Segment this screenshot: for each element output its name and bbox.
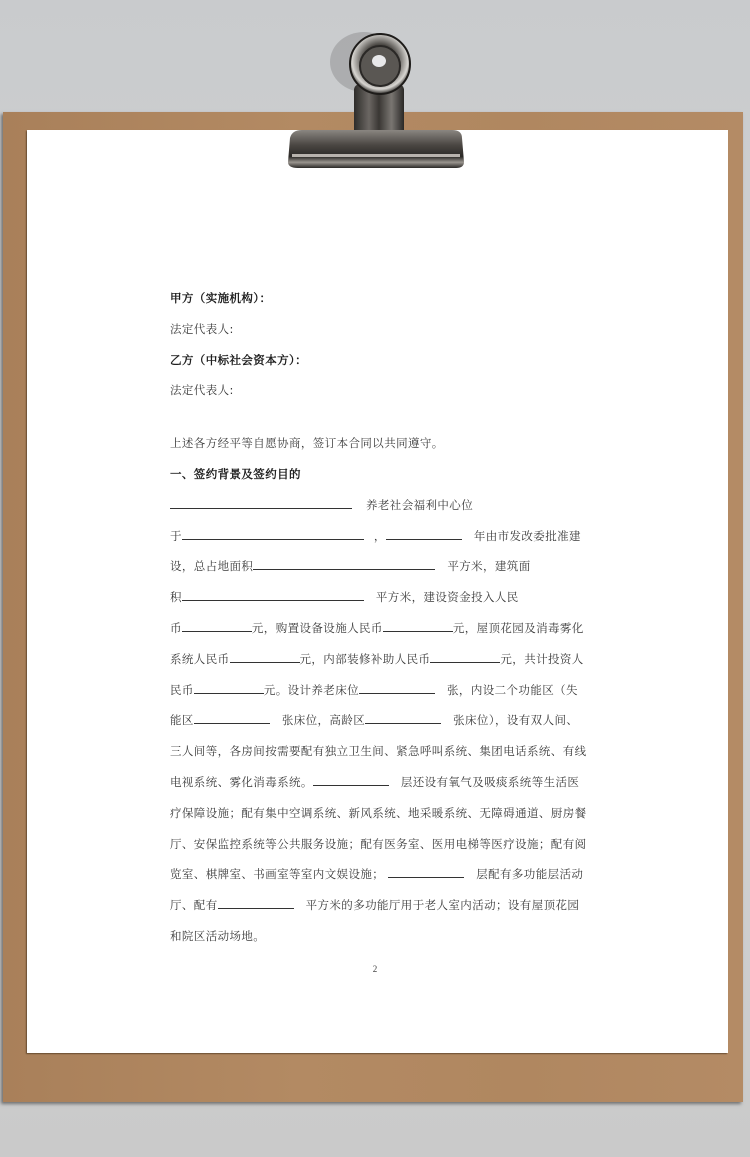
text: 积 (170, 590, 182, 605)
paragraph-line (170, 772, 585, 803)
paragraph-line (170, 618, 585, 649)
paragraph-line (170, 587, 585, 618)
paragraph-line: 疗保障设施；配有集中空调系统、新风系统、地采暖系统、无障碍通道、厨房餐 (170, 805, 587, 820)
blank-field[interactable] (182, 526, 364, 540)
text: 张，内设二个功能区（失 (447, 682, 578, 697)
text: 设，总占地面积 (170, 559, 254, 574)
party-b-heading: 乙方（中标社会资本方）： (170, 352, 308, 367)
blank-field[interactable] (230, 649, 300, 663)
blank-field[interactable] (386, 526, 462, 540)
text: 养老社会福利中心位 (366, 497, 474, 512)
text: 元，共计投资人 (500, 651, 584, 666)
text: 民币 (170, 682, 194, 697)
text: 能区 (170, 713, 194, 728)
text: 于 (170, 528, 182, 543)
contract-body (170, 288, 585, 957)
text: 层还设有氧气及吸痰系统等生活医 (400, 774, 580, 789)
blank-field[interactable] (388, 864, 464, 878)
blank-field[interactable] (359, 680, 435, 694)
paragraph-line: 厅、安保监控系统等公共服务设施；配有医务室、医用电梯等医疗设施；配有阅 (170, 836, 587, 851)
text: 元，内部装修补助人民币 (299, 651, 431, 666)
text: 系统人民币 (170, 651, 230, 666)
blank-field[interactable] (194, 680, 264, 694)
text: 平方米的多功能厅用于老人室内活动；设有屋顶花园 (305, 898, 580, 913)
text: 平方米，建筑面 (447, 559, 531, 574)
party-a-representative: 法定代表人: (170, 321, 234, 336)
text: 年由市发改委批准建 (473, 528, 581, 543)
blank-field[interactable] (194, 710, 270, 724)
binder-clip-icon (282, 22, 467, 172)
page-number: 2 (372, 964, 378, 974)
blank-field[interactable] (365, 710, 441, 724)
blank-field[interactable] (253, 556, 435, 570)
paragraph-line (170, 526, 585, 557)
text: 览室、棋牌室、书画室等室内文娱设施； (170, 867, 385, 882)
text: 平方米，建设资金投入人民 (375, 590, 519, 605)
blank-field[interactable] (182, 618, 252, 632)
text: ， (373, 528, 386, 543)
text: 电视系统、雾化消毒系统。 (170, 774, 313, 789)
text: 元，购置设备设施人民币 (251, 620, 383, 635)
blank-field[interactable] (182, 587, 364, 601)
text: 元。设计养老床位 (263, 682, 360, 697)
section-1-title: 一、签约背景及签约目的 (170, 466, 301, 481)
paragraph-line (170, 864, 585, 895)
text: 层配有多功能层活动 (476, 867, 584, 882)
text: 张床位，高龄区 (281, 713, 366, 728)
text: 币 (170, 620, 182, 635)
intro-statement: 上述各方经平等自愿协商，签订本合同以共同遵守。 (170, 436, 444, 451)
text: 张床位），设有双人间、 (453, 713, 579, 728)
text: 厅、配有 (170, 898, 218, 913)
paragraph-line (170, 495, 585, 526)
blank-field[interactable] (218, 895, 294, 909)
paragraph-line (170, 556, 585, 587)
blank-field[interactable] (170, 495, 352, 509)
paragraph-line: 和院区活动场地。 (170, 928, 266, 943)
paragraph-line (170, 710, 585, 741)
paragraph-line (170, 649, 585, 680)
text: 元，屋顶花园及消毒雾化 (452, 620, 584, 635)
paragraph-line (170, 680, 585, 711)
paragraph-line (170, 895, 585, 926)
paragraph-line: 三人间等，各房间按需要配有独立卫生间、紧急呼叫系统、集团电话系统、有线 (170, 744, 587, 759)
party-b-representative: 法定代表人: (170, 383, 234, 398)
blank-field[interactable] (313, 772, 389, 786)
party-a-heading: 甲方（实施机构）： (170, 291, 272, 305)
blank-field[interactable] (430, 649, 500, 663)
blank-field[interactable] (383, 618, 453, 632)
